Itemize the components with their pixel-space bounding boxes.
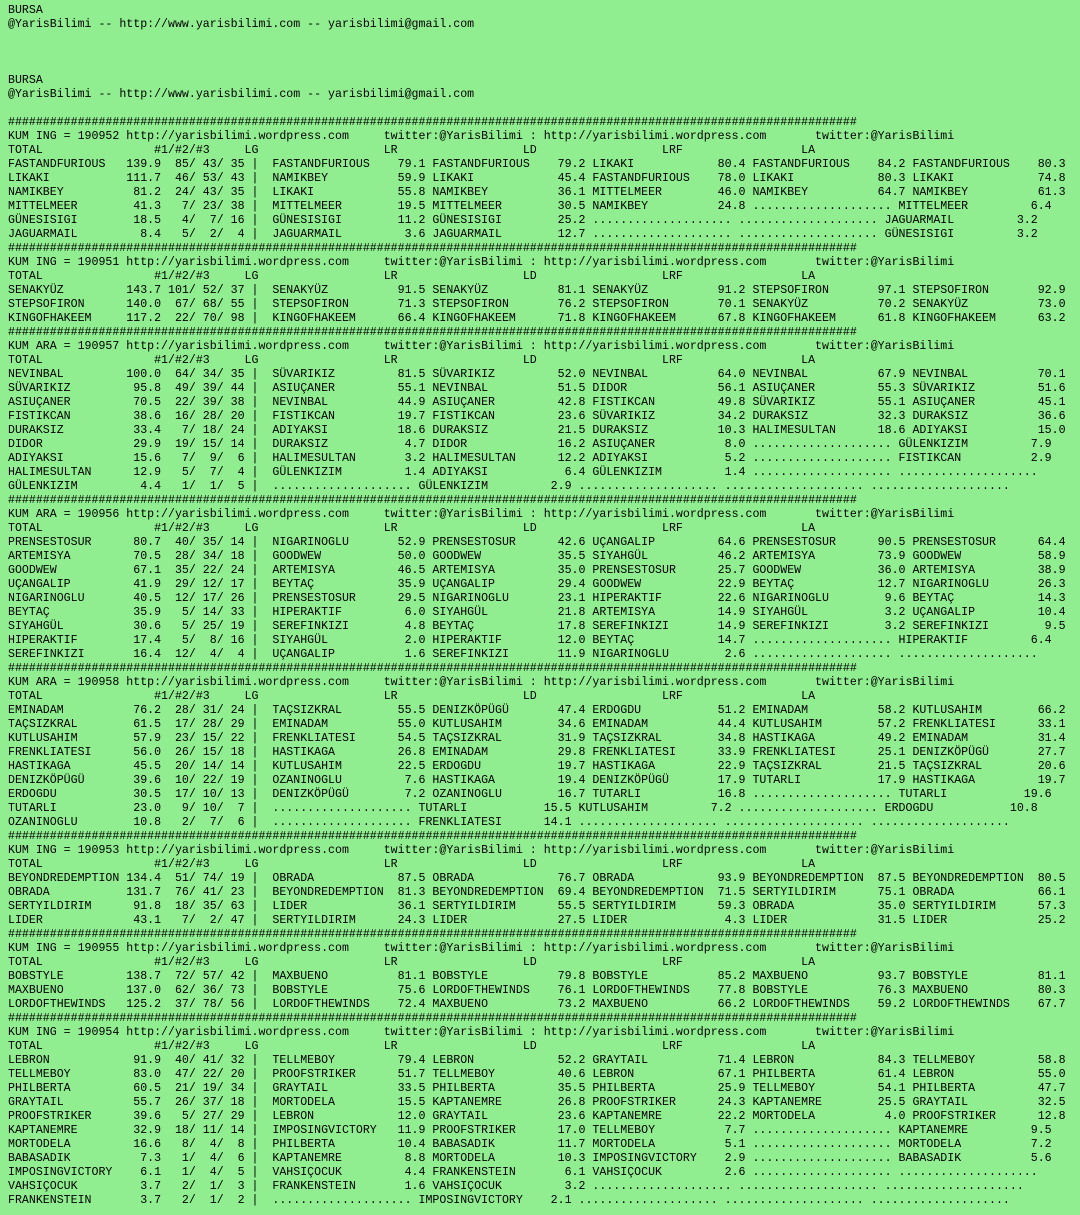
text-line: PRENSESTOSUR 80.7 40/ 35/ 14 | NIGARINOGLU 52.9 PRENSESTOSUR 42.6 UÇANGALIP 64.6 PRENSESTOSUR 90.5 PRENSESTOSUR 64.4 bbox=[8, 536, 1066, 549]
text-line: STEPSOFIRON 140.0 67/ 68/ 55 | STEPSOFIRON 71.3 STEPSOFIRON 76.2 STEPSOFIRON 70.1 SENAKYÜZ 70.2 SENAKYÜZ 73.0 bbox=[8, 298, 1066, 311]
text-line: FRENKLIATESI 56.0 26/ 15/ 18 | HASTIKAGA 26.8 EMINADAM 29.8 FRENKLIATESI 33.9 FRENKLIATESI 25.1 DENIZKÖPÜGÜ 27.7 bbox=[8, 746, 1066, 759]
text-line: EMINADAM 76.2 28/ 31/ 24 | TAÇSIZKRAL 55.5 DENIZKÖPÜGÜ 47.4 ERDOGDU 51.2 EMINADAM 58.2 KUTLUSAHIM 66.2 bbox=[8, 704, 1066, 717]
text-line: VAHSIÇOCUK 3.7 2/ 1/ 3 | FRANKENSTEIN 1.6 VAHSIÇOCUK 3.2 .................... .................... .................... bbox=[8, 1180, 1024, 1193]
text-line: ########################################################################################################################## bbox=[8, 928, 857, 941]
text-line: MORTODELA 16.6 8/ 4/ 8 | PHILBERTA 10.4 BABASADIK 11.7 MORTODELA 5.1 .................... MORTODELA 7.2 bbox=[8, 1138, 1052, 1151]
text-line: KINGOFHAKEEM 117.2 22/ 70/ 98 | KINGOFHAKEEM 66.4 KINGOFHAKEEM 71.8 KINGOFHAKEEM 67.8 KINGOFHAKEEM 61.8 KINGOFHAKEEM 63.2 bbox=[8, 312, 1066, 325]
text-line: SIYAHGÜL 30.6 5/ 25/ 19 | SEREFINKIZI 4.8 BEYTAÇ 17.8 SEREFINKIZI 14.9 SEREFINKIZI 3.2 SEREFINKIZI 9.5 bbox=[8, 620, 1066, 633]
text-line: PHILBERTA 60.5 21/ 19/ 34 | GRAYTAIL 33.5 PHILBERTA 35.5 PHILBERTA 25.9 TELLMEBOY 54.1 PHILBERTA 47.7 bbox=[8, 1082, 1066, 1095]
text-line: TOTAL #1/#2/#3 LG LR LD LRF LA bbox=[8, 858, 816, 871]
text-line: OBRADA 131.7 76/ 41/ 23 | BEYONDREDEMPTION 81.3 BEYONDREDEMPTION 69.4 BEYONDREDEMPTION 71.5 SERTYILDIRIM 75.1 OBRADA 66.1 bbox=[8, 886, 1066, 899]
text-line: KUM ING = 190953 http://yarisbilimi.wordpress.com twitter:@YarisBilimi : http://yarisbilimi.wordpress.com twitter:@YarisBilimi bbox=[8, 844, 955, 857]
text-line: TAÇSIZKRAL 61.5 17/ 28/ 29 | EMINADAM 55.0 KUTLUSAHIM 34.6 EMINADAM 44.4 KUTLUSAHIM 57.2 FRENKLIATESI 33.1 bbox=[8, 718, 1066, 731]
text-line bbox=[8, 102, 1080, 116]
text-line: ########################################################################################################################## bbox=[8, 1012, 857, 1025]
text-line: BEYONDREDEMPTION 134.4 51/ 74/ 19 | OBRADA 87.5 OBRADA 76.7 OBRADA 93.9 BEYONDREDEMPTION 87.5 BEYONDREDEMPTION 80.5 bbox=[8, 872, 1066, 885]
text-line: TOTAL #1/#2/#3 LG LR LD LRF LA bbox=[8, 1040, 816, 1053]
text-line: LEBRON 91.9 40/ 41/ 32 | TELLMEBOY 79.4 LEBRON 52.2 GRAYTAIL 71.4 LEBRON 84.3 TELLMEBOY 58.8 bbox=[8, 1054, 1066, 1067]
text-line: NAMIKBEY 81.2 24/ 43/ 35 | LIKAKI 55.8 NAMIKBEY 36.1 MITTELMEER 46.0 NAMIKBEY 64.7 NAMIKBEY 61.3 bbox=[8, 186, 1066, 199]
text-line: IMPOSINGVICTORY 6.1 1/ 4/ 5 | VAHSIÇOCUK 4.4 FRANKENSTEIN 6.1 VAHSIÇOCUK 2.6 .................... .................... bbox=[8, 1166, 1038, 1179]
text-line: ADIYAKSI 15.6 7/ 9/ 6 | HALIMESULTAN 3.2 HALIMESULTAN 12.2 ADIYAKSI 5.2 .................... FISTIKCAN 2.9 bbox=[8, 452, 1052, 465]
text-line: BOBSTYLE 138.7 72/ 57/ 42 | MAXBUENO 81.1 BOBSTYLE 79.8 BOBSTYLE 85.2 MAXBUENO 93.7 BOBSTYLE 81.1 bbox=[8, 970, 1066, 983]
text-line: KUM ARA = 190958 http://yarisbilimi.wordpress.com twitter:@YarisBilimi : http://yarisbilimi.wordpress.com twitter:@YarisBilimi bbox=[8, 676, 955, 689]
text-line: DENIZKÖPÜGÜ 39.6 10/ 22/ 19 | OZANINOGLU 7.6 HASTIKAGA 19.4 DENIZKÖPÜGÜ 17.9 TUTARLI 17.9 HASTIKAGA 19.7 bbox=[8, 774, 1066, 787]
text-line: FISTIKCAN 38.6 16/ 28/ 20 | FISTIKCAN 19.7 FISTIKCAN 23.6 SÜVARIKIZ 34.2 DURAKSIZ 32.3 DURAKSIZ 36.6 bbox=[8, 410, 1066, 423]
text-line: ########################################################################################################################## bbox=[8, 242, 857, 255]
text-line: ########################################################################################################################## bbox=[8, 326, 857, 339]
text-line bbox=[8, 32, 1080, 46]
text-line: @YarisBilimi -- http://www.yarisbilimi.com -- yarisbilimi@gmail.com bbox=[8, 88, 475, 101]
text-line: SERTYILDIRIM 91.8 18/ 35/ 63 | LIDER 36.1 SERTYILDIRIM 55.5 SERTYILDIRIM 59.3 OBRADA 35.0 SERTYILDIRIM 57.3 bbox=[8, 900, 1066, 913]
text-line: KUM ING = 190955 http://yarisbilimi.wordpress.com twitter:@YarisBilimi : http://yarisbilimi.wordpress.com twitter:@YarisBilimi bbox=[8, 942, 955, 955]
text-line: KUM ING = 190952 http://yarisbilimi.wordpress.com twitter:@YarisBilimi : http://yarisbilimi.wordpress.com twitter:@YarisBilimi bbox=[8, 130, 955, 143]
text-line: TOTAL #1/#2/#3 LG LR LD LRF LA bbox=[8, 956, 816, 969]
text-line: GÜNESISIGI 18.5 4/ 7/ 16 | GÜNESISIGI 11.2 GÜNESISIGI 25.2 .................... .................... JAGUARMAIL 3.2 bbox=[8, 214, 1038, 227]
text-line: HIPERAKTIF 17.4 5/ 8/ 16 | SIYAHGÜL 2.0 HIPERAKTIF 12.0 BEYTAÇ 14.7 .................... HIPERAKTIF 6.4 bbox=[8, 634, 1052, 647]
text-line bbox=[8, 46, 1080, 60]
text-line: SÜVARIKIZ 95.8 49/ 39/ 44 | ASIUÇANER 55.1 NEVINBAL 51.5 DIDOR 56.1 ASIUÇANER 55.3 SÜVARIKIZ 51.6 bbox=[8, 382, 1066, 395]
text-line: KAPTANEMRE 32.9 18/ 11/ 14 | IMPOSINGVICTORY 11.9 PROOFSTRIKER 17.0 TELLMEBOY 7.7 .................... KAPTANEMRE 9.5 bbox=[8, 1124, 1052, 1137]
text-line: KUM ARA = 190957 http://yarisbilimi.wordpress.com twitter:@YarisBilimi : http://yarisbilimi.wordpress.com twitter:@YarisBilimi bbox=[8, 340, 955, 353]
text-line bbox=[8, 60, 1080, 74]
text-line: GÜLENKIZIM 4.4 1/ 1/ 5 | .................... GÜLENKIZIM 2.9 .................... .................... .................... bbox=[8, 480, 1010, 493]
text-line: DURAKSIZ 33.4 7/ 18/ 24 | ADIYAKSI 18.6 DURAKSIZ 21.5 DURAKSIZ 10.3 HALIMESULTAN 18.6 ADIYAKSI 15.0 bbox=[8, 424, 1066, 437]
text-line: GOODWEW 67.1 35/ 22/ 24 | ARTEMISYA 46.5 ARTEMISYA 35.0 PRENSESTOSUR 25.7 GOODWEW 36.0 ARTEMISYA 38.9 bbox=[8, 564, 1066, 577]
text-line: TOTAL #1/#2/#3 LG LR LD LRF LA bbox=[8, 270, 816, 283]
text-line: TOTAL #1/#2/#3 LG LR LD LRF LA bbox=[8, 522, 816, 535]
text-line: DIDOR 29.9 19/ 15/ 14 | DURAKSIZ 4.7 DIDOR 16.2 ASIUÇANER 8.0 .................... GÜLENKIZIM 7.9 bbox=[8, 438, 1052, 451]
text-line: TOTAL #1/#2/#3 LG LR LD LRF LA bbox=[8, 690, 816, 703]
text-line: ########################################################################################################################## bbox=[8, 830, 857, 843]
text-line: TELLMEBOY 83.0 47/ 22/ 20 | PROOFSTRIKER 51.7 TELLMEBOY 40.6 LEBRON 67.1 PHILBERTA 61.4 LEBRON 55.0 bbox=[8, 1068, 1066, 1081]
text-line: KUM ING = 190951 http://yarisbilimi.wordpress.com twitter:@YarisBilimi : http://yarisbilimi.wordpress.com twitter:@YarisBilimi bbox=[8, 256, 955, 269]
text-line: LIDER 43.1 7/ 2/ 47 | SERTYILDIRIM 24.3 LIDER 27.5 LIDER 4.3 LIDER 31.5 LIDER 25.2 bbox=[8, 914, 1066, 927]
text-line: FRANKENSTEIN 3.7 2/ 1/ 2 | .................... IMPOSINGVICTORY 2.1 .................... .................... .................... bbox=[8, 1194, 1010, 1207]
text-line: BABASADIK 7.3 1/ 4/ 6 | KAPTANEMRE 8.8 MORTODELA 10.3 IMPOSINGVICTORY 2.9 .................... BABASADIK 5.6 bbox=[8, 1152, 1052, 1165]
text-line: KUM ING = 190954 http://yarisbilimi.wordpress.com twitter:@YarisBilimi : http://yarisbilimi.wordpress.com twitter:@YarisBilimi bbox=[8, 1026, 955, 1039]
text-line: ########################################################################################################################## bbox=[8, 494, 857, 507]
text-line: KUTLUSAHIM 57.9 23/ 15/ 22 | FRENKLIATESI 54.5 TAÇSIZKRAL 31.9 TAÇSIZKRAL 34.8 HASTIKAGA 49.2 EMINADAM 31.4 bbox=[8, 732, 1066, 745]
text-line: OZANINOGLU 10.8 2/ 7/ 6 | .................... FRENKLIATESI 14.1 .................... .................... .................... bbox=[8, 816, 1010, 829]
text-line: ERDOGDU 30.5 17/ 10/ 13 | DENIZKÖPÜGÜ 7.2 OZANINOGLU 16.7 TUTARLI 16.8 .................... TUTARLI 19.6 bbox=[8, 788, 1052, 801]
text-line: PROOFSTRIKER 39.6 5/ 27/ 29 | LEBRON 12.0 GRAYTAIL 23.6 KAPTANEMRE 22.2 MORTODELA 4.0 PROOFSTRIKER 12.8 bbox=[8, 1110, 1066, 1123]
text-line: HALIMESULTAN 12.9 5/ 7/ 4 | GÜLENKIZIM 1.4 ADIYAKSI 6.4 GÜLENKIZIM 1.4 .................... .................... bbox=[8, 466, 1038, 479]
text-line: MAXBUENO 137.0 62/ 36/ 73 | BOBSTYLE 75.6 LORDOFTHEWINDS 76.1 LORDOFTHEWINDS 77.8 BOBSTYLE 76.3 MAXBUENO 80.3 bbox=[8, 984, 1066, 997]
text-line: SENAKYÜZ 143.7 101/ 52/ 37 | SENAKYÜZ 91.5 SENAKYÜZ 81.1 SENAKYÜZ 91.2 STEPSOFIRON 97.1 STEPSOFIRON 92.9 bbox=[8, 284, 1066, 297]
text-line: BEYTAÇ 35.9 5/ 14/ 33 | HIPERAKTIF 6.0 SIYAHGÜL 21.8 ARTEMISYA 14.9 SIYAHGÜL 3.2 UÇANGALIP 10.4 bbox=[8, 606, 1066, 619]
text-line: NEVINBAL 100.0 64/ 34/ 35 | SÜVARIKIZ 81.5 SÜVARIKIZ 52.0 NEVINBAL 64.0 NEVINBAL 67.9 NEVINBAL 70.1 bbox=[8, 368, 1066, 381]
text-line: BURSA bbox=[8, 4, 43, 17]
text-line: BURSA bbox=[8, 74, 43, 87]
text-line: NIGARINOGLU 40.5 12/ 17/ 26 | PRENSESTOSUR 29.5 NIGARINOGLU 23.1 HIPERAKTIF 22.6 NIGARINOGLU 9.6 BEYTAÇ 14.3 bbox=[8, 592, 1066, 605]
text-line: ARTEMISYA 70.5 28/ 34/ 18 | GOODWEW 50.0 GOODWEW 35.5 SIYAHGÜL 46.2 ARTEMISYA 73.9 GOODWEW 58.9 bbox=[8, 550, 1066, 563]
text-line: ASIUÇANER 70.5 22/ 39/ 38 | NEVINBAL 44.9 ASIUÇANER 42.8 FISTIKCAN 49.8 SÜVARIKIZ 55.1 ASIUÇANER 45.1 bbox=[8, 396, 1066, 409]
text-line: GRAYTAIL 55.7 26/ 37/ 18 | MORTODELA 15.5 KAPTANEMRE 26.8 PROOFSTRIKER 24.3 KAPTANEMRE 25.5 GRAYTAIL 32.5 bbox=[8, 1096, 1066, 1109]
text-line: KUM ARA = 190956 http://yarisbilimi.wordpress.com twitter:@YarisBilimi : http://yarisbilimi.wordpress.com twitter:@YarisBilimi bbox=[8, 508, 955, 521]
text-line: TOTAL #1/#2/#3 LG LR LD LRF LA bbox=[8, 354, 816, 367]
text-line: ########################################################################################################################## bbox=[8, 116, 857, 129]
text-line: ########################################################################################################################## bbox=[8, 662, 857, 675]
text-line: LIKAKI 111.7 46/ 53/ 43 | NAMIKBEY 59.9 LIKAKI 45.4 FASTANDFURIOUS 78.0 LIKAKI 80.3 LIKAKI 74.8 bbox=[8, 172, 1066, 185]
text-line: SEREFINKIZI 16.4 12/ 4/ 4 | UÇANGALIP 1.6 SEREFINKIZI 11.9 NIGARINOGLU 2.6 .................... .................... bbox=[8, 648, 1038, 661]
text-line: UÇANGALIP 41.9 29/ 12/ 17 | BEYTAÇ 35.9 UÇANGALIP 29.4 GOODWEW 22.9 BEYTAÇ 12.7 NIGARINOGLU 26.3 bbox=[8, 578, 1066, 591]
text-line: HASTIKAGA 45.5 20/ 14/ 14 | KUTLUSAHIM 22.5 ERDOGDU 19.7 HASTIKAGA 22.9 TAÇSIZKRAL 21.5 TAÇSIZKRAL 20.6 bbox=[8, 760, 1066, 773]
text-line: LORDOFTHEWINDS 125.2 37/ 78/ 56 | LORDOFTHEWINDS 72.4 MAXBUENO 73.2 MAXBUENO 66.2 LORDOFTHEWINDS 59.2 LORDOFTHEWINDS 67.7 bbox=[8, 998, 1066, 1011]
text-line: @YarisBilimi -- http://www.yarisbilimi.com -- yarisbilimi@gmail.com bbox=[8, 18, 475, 31]
text-line: JAGUARMAIL 8.4 5/ 2/ 4 | JAGUARMAIL 3.6 JAGUARMAIL 12.7 .................... .................... GÜNESISIGI 3.2 bbox=[8, 228, 1038, 241]
text-line: FASTANDFURIOUS 139.9 85/ 43/ 35 | FASTANDFURIOUS 79.1 FASTANDFURIOUS 79.2 LIKAKI 80.4 FASTANDFURIOUS 84.2 FASTANDFURIOUS 80.3 bbox=[8, 158, 1066, 171]
text-line: TUTARLI 23.0 9/ 10/ 7 | .................... TUTARLI 15.5 KUTLUSAHIM 7.2 .................... ERDOGDU 10.8 bbox=[8, 802, 1038, 815]
text-line: TOTAL #1/#2/#3 LG LR LD LRF LA bbox=[8, 144, 816, 157]
text-line: MITTELMEER 41.3 7/ 23/ 38 | MITTELMEER 19.5 MITTELMEER 30.5 NAMIKBEY 24.8 .................... MITTELMEER 6.4 bbox=[8, 200, 1052, 213]
